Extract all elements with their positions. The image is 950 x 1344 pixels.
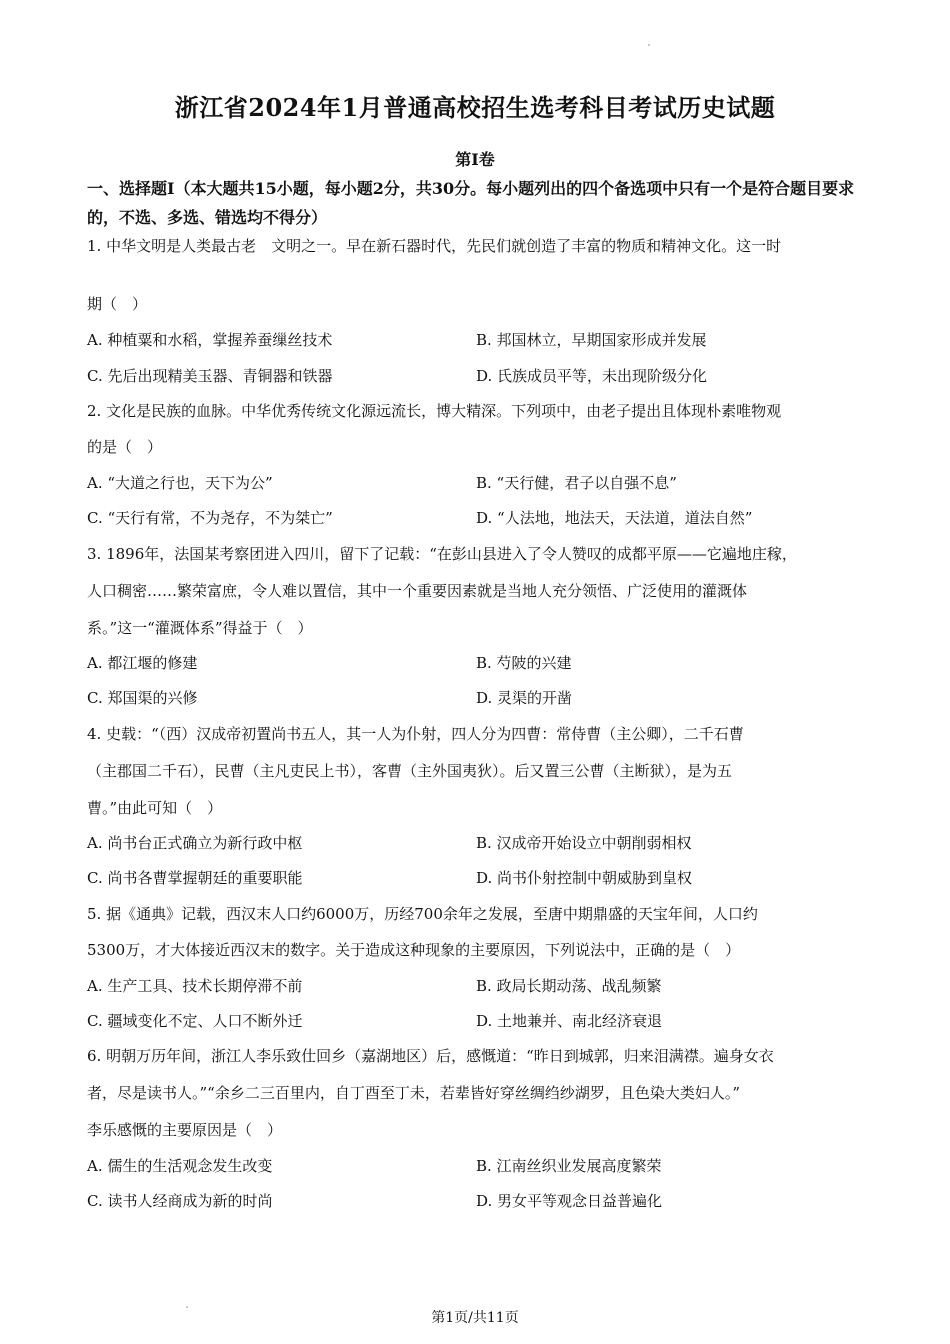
question-2-option-d: D. “人法地，地法天，天法道，道法自然” xyxy=(476,509,753,527)
question-4-stem-line-1: 4. 史载：“（西）汉成帝初置尚书五人，其一人为仆射，四人分为四曹：常侍曹（主公卿），二千石曹 xyxy=(87,725,744,743)
question-4-option-a: A. 尚书台正式确立为新行政中枢 xyxy=(87,834,303,852)
question-6-stem-line-1: 6. 明朝万历年间，浙江人李乐致仕回乡（嘉湖地区）后，感慨道：“昨日到城郭，归来泪满襟。遍身女衣 xyxy=(87,1047,774,1065)
question-5-stem-line-1: 5. 据《通典》记载，西汉末人口约6000万，历经700余年之发展，至唐中期鼎盛的天宝年间，人口约 xyxy=(87,905,758,923)
question-4-option-d: D. 尚书仆射控制中朝威胁到皇权 xyxy=(476,869,693,887)
question-3-stem-line-3: 系。”这一“灌溉体系”得益于（ ） xyxy=(87,619,313,637)
question-6-option-b: B. 江南丝织业发展高度繁荣 xyxy=(476,1157,662,1175)
question-6-option-d: D. 男女平等观念日益普遍化 xyxy=(476,1192,663,1210)
question-3-option-a: A. 都江堰的修建 xyxy=(87,654,198,672)
question-3-option-c: C. 郑国渠的兴修 xyxy=(87,689,198,707)
question-2-option-b: B. “天行健，君子以自强不息” xyxy=(476,474,677,492)
question-3-option-b: B. 芍陂的兴建 xyxy=(476,654,572,672)
question-6-option-c: C. 读书人经商成为新的时尚 xyxy=(87,1192,273,1210)
question-4-stem-line-3: 曹。”由此可知（ ） xyxy=(87,799,223,817)
section-heading: 一、选择题Ⅰ（本大题共15小题，每小题2分，共30分。每小题列出的四个备选项中只有一个是符合题目要求的，不选、多选、错选均不得分） xyxy=(87,179,855,227)
question-2-option-a: A. “大道之行也，天下为公” xyxy=(87,474,273,492)
scan-speck xyxy=(648,44,650,46)
question-3-stem-line-1: 3. 1896年，法国某考察团进入四川，留下了记载：“在彭山县进入了令人赞叹的成都平原——它遍地庄稼， xyxy=(87,545,797,563)
question-2-stem-line-2: 的是（ ） xyxy=(87,438,163,456)
question-1-option-c: C. 先后出现精美玉器、青铜器和铁器 xyxy=(87,367,333,385)
question-6-stem-line-2: 者，尽是读书人。”“余乡二三百里内，自丁酉至丁未，若辈皆好穿丝绸绉纱湖罗，且色染大类妇人。” xyxy=(87,1084,741,1102)
question-5-stem-line-2: 5300万，才大体接近西汉末的数字。关于造成这种现象的主要原因，下列说法中，正确的是（ ） xyxy=(87,941,741,959)
question-1-stem-line-2: 期（ ） xyxy=(87,295,148,313)
question-1-stem-line-1: 1. 中华文明是人类最古老 文明之一。早在新石器时代，先民们就创造了丰富的物质和精神文化。这一时 xyxy=(87,237,782,255)
question-2-stem-line-1: 2. 文化是民族的血脉。中华优秀传统文化源远流长，博大精深。下列项中，由老子提出且体现朴素唯物观 xyxy=(87,402,782,420)
question-4-option-b: B. 汉成帝开始设立中朝削弱相权 xyxy=(476,834,692,852)
question-2-option-c: C. “天行有常，不为尧存，不为桀亡” xyxy=(87,509,333,527)
page-title: 浙江省2024年1月普通高校招生选考科目考试历史试题 xyxy=(174,93,776,122)
question-5-option-c: C. 疆域变化不定、人口不断外迁 xyxy=(87,1012,303,1030)
question-4-stem-line-2: （主郡国二千石），民曹（主凡吏民上书），客曹（主外国夷狄）。后又置三公曹（主断狱），是为五 xyxy=(87,762,733,780)
page-number: 第1页/共11页 xyxy=(431,1310,519,1326)
question-3-option-d: D. 灵渠的开凿 xyxy=(476,689,573,707)
question-1-option-b: B. 邦国林立，早期国家形成并发展 xyxy=(476,331,707,349)
question-5-option-b: B. 政局长期动荡、战乱频繁 xyxy=(476,977,662,995)
question-1-option-d: D. 氏族成员平等，未出现阶级分化 xyxy=(476,367,708,385)
question-1-option-a: A. 种植粟和水稻，掌握养蚕缫丝技术 xyxy=(87,331,333,349)
part-heading: 第Ⅰ卷 xyxy=(455,150,495,169)
question-3-stem-line-2: 人口稠密……繁荣富庶，令人难以置信，其中一个重要因素就是当地人充分领悟、广泛使用的灌溉体 xyxy=(87,582,748,600)
question-6-stem-line-3: 李乐感慨的主要原因是（ ） xyxy=(87,1121,283,1139)
question-5-option-a: A. 生产工具、技术长期停滞不前 xyxy=(87,977,303,995)
question-4-option-c: C. 尚书各曹掌握朝廷的重要职能 xyxy=(87,869,303,887)
question-6-option-a: A. 儒生的生活观念发生改变 xyxy=(87,1157,273,1175)
question-5-option-d: D. 土地兼并、南北经济衰退 xyxy=(476,1012,663,1030)
